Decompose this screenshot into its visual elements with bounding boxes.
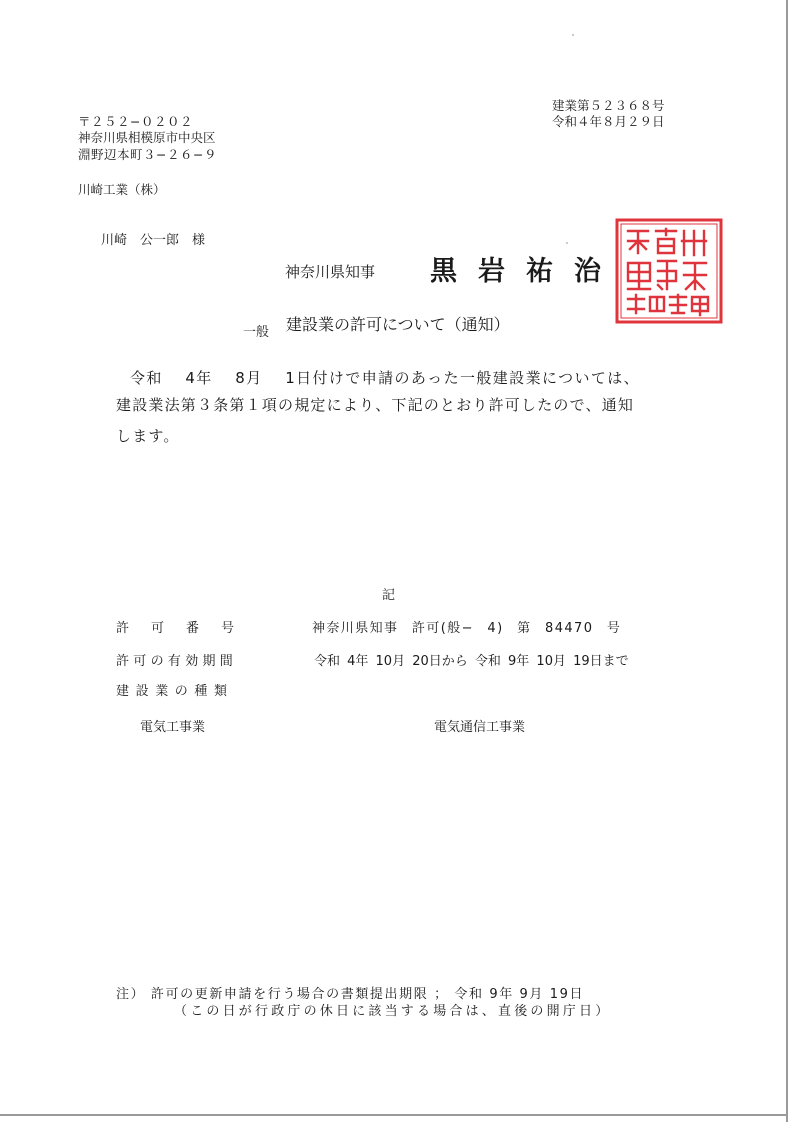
company-name: 川崎工業（株）: [78, 182, 166, 197]
issuer-name: 黒岩祐治: [430, 256, 622, 287]
section-marker-ki: 記: [382, 588, 396, 603]
validity-period-value: 令和 4年 10月 20日から 令和 9年 10月 19日まで: [314, 654, 629, 669]
business-type-item: 電気工事業: [140, 720, 206, 735]
address-line-1: 神奈川県相模原市中央区: [78, 130, 216, 145]
document-number: 建業第５２３６８号: [552, 98, 665, 113]
renewal-deadline-note-detail: （この日が行政庁の休日に該当する場合は、直後の開庁日）: [174, 1004, 612, 1019]
body-paragraph-line: 建設業法第３条第１項の規定により、下記のとおり許可したので、通知: [116, 396, 635, 414]
body-paragraph-line: します。: [116, 427, 180, 445]
recipient-name: 川崎 公一郎 様: [101, 233, 206, 248]
official-seal: [614, 217, 724, 325]
business-type-label: 建設業の種類: [116, 684, 234, 699]
issuer-title: 神奈川県知事: [285, 263, 376, 281]
scan-speck: [572, 34, 574, 36]
seal-text: [614, 325, 615, 326]
postal-code: 〒２５２−０２０２: [78, 114, 193, 129]
document-date: 令和４年８月２９日: [552, 114, 665, 129]
renewal-deadline-note: 注） 許可の更新申請を行う場合の書類提出期限 ； 令和 9年 9月 19日: [116, 987, 585, 1002]
address-line-2: 淵野辺本町３−２６−９: [78, 147, 217, 162]
page-edge-right: [786, 0, 788, 1122]
permit-number-value: 神奈川県知事 許可(般− 4) 第 84470 号: [312, 621, 622, 636]
body-paragraph-line: 令和 4年 8月 1日付けで申請のあった一般建設業については、: [130, 369, 641, 387]
page-edge-bottom: [0, 1114, 788, 1116]
official-seal-graphic: [614, 217, 724, 325]
subject-prefix: 一般: [243, 325, 270, 340]
subject-title: 建設業の許可について（通知）: [286, 315, 510, 334]
permit-number-label: 許可番号: [116, 621, 257, 636]
validity-period-label: 許可の有効期間: [116, 654, 238, 669]
scan-speck: [566, 242, 568, 244]
business-type-item: 電気通信工事業: [434, 720, 526, 735]
